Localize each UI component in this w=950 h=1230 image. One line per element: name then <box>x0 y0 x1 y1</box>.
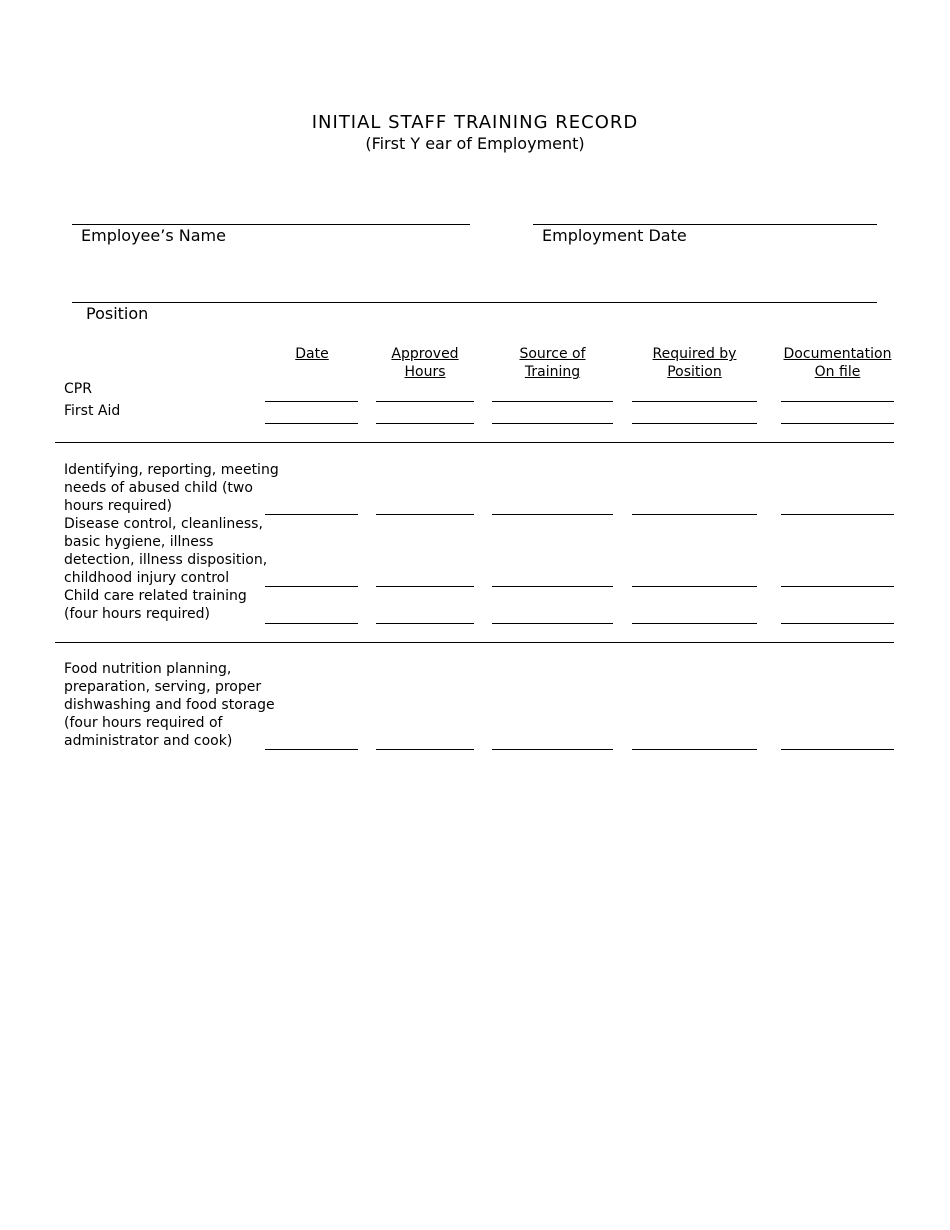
blank-documentation-on-file-row-0[interactable] <box>781 401 894 402</box>
column-header-line: Hours <box>404 364 446 380</box>
row-label-line: preparation, serving, proper <box>64 679 262 695</box>
row-label-line: (four hours required of <box>64 715 223 731</box>
column-header-required-by-position <box>632 345 757 381</box>
blank-required-by-position-row-2[interactable] <box>632 514 757 515</box>
column-header-date <box>266 345 358 363</box>
blank-source-of-training-row-5[interactable] <box>492 749 613 750</box>
blank-approved-hours-row-2[interactable] <box>376 514 474 515</box>
row-label-line: needs of abused child (two <box>64 480 253 496</box>
row-label-line: basic hygiene, illness <box>64 534 214 550</box>
row-label-disease-control <box>64 515 267 587</box>
blank-approved-hours-row-1[interactable] <box>376 423 474 424</box>
row-label-line: Food nutrition planning, <box>64 661 232 677</box>
blank-documentation-on-file-row-1[interactable] <box>781 423 894 424</box>
row-label-line: CPR <box>64 381 92 397</box>
document-title: INITIAL STAFF TRAINING RECORD <box>311 112 639 133</box>
row-label-food-nutrition <box>64 660 275 750</box>
row-label-line: First Aid <box>64 403 121 419</box>
column-header-line: Source of <box>519 346 586 362</box>
row-label-line: administrator and cook) <box>64 733 233 749</box>
row-label-line: dishwashing and food storage <box>64 697 275 713</box>
section-divider <box>55 642 894 643</box>
blank-required-by-position-row-3[interactable] <box>632 586 757 587</box>
row-label-line: Child care related training <box>64 588 247 604</box>
column-header-line: Training <box>524 364 581 380</box>
row-label-line: childhood injury control <box>64 570 230 586</box>
blank-documentation-on-file-row-3[interactable] <box>781 586 894 587</box>
blank-source-of-training-row-1[interactable] <box>492 423 613 424</box>
employee-name-line[interactable] <box>72 224 470 225</box>
column-header-line: Date <box>295 346 329 362</box>
column-header-line: On file <box>814 364 861 380</box>
column-header-line: Approved <box>391 346 459 362</box>
blank-date-row-1[interactable] <box>265 423 358 424</box>
column-header-approved-hours <box>376 345 474 381</box>
row-label-line: Identifying, reporting, meeting <box>64 462 279 478</box>
blank-approved-hours-row-5[interactable] <box>376 749 474 750</box>
blank-date-row-4[interactable] <box>265 623 358 624</box>
row-label-first-aid <box>64 402 120 420</box>
blank-date-row-2[interactable] <box>265 514 358 515</box>
position-line[interactable] <box>72 302 877 303</box>
blank-date-row-0[interactable] <box>265 401 358 402</box>
blank-documentation-on-file-row-5[interactable] <box>781 749 894 750</box>
blank-required-by-position-row-0[interactable] <box>632 401 757 402</box>
column-header-line: Required by <box>652 346 737 362</box>
row-label-line: hours required) <box>64 498 172 514</box>
blank-source-of-training-row-2[interactable] <box>492 514 613 515</box>
row-label-line: (four hours required) <box>64 606 210 622</box>
document-subtitle: (First Y ear of Employment) <box>365 134 585 153</box>
blank-source-of-training-row-0[interactable] <box>492 401 613 402</box>
employment-date-line[interactable] <box>533 224 877 225</box>
blank-documentation-on-file-row-4[interactable] <box>781 623 894 624</box>
blank-approved-hours-row-4[interactable] <box>376 623 474 624</box>
blank-source-of-training-row-4[interactable] <box>492 623 613 624</box>
row-label-line: Disease control, cleanliness, <box>64 516 263 532</box>
row-label-child-care <box>64 587 247 623</box>
blank-date-row-5[interactable] <box>265 749 358 750</box>
row-label-line: detection, illness disposition, <box>64 552 268 568</box>
column-header-line: Documentation <box>783 346 892 362</box>
blank-approved-hours-row-3[interactable] <box>376 586 474 587</box>
blank-approved-hours-row-0[interactable] <box>376 401 474 402</box>
column-header-line: Position <box>667 364 722 380</box>
blank-documentation-on-file-row-2[interactable] <box>781 514 894 515</box>
employment-date-label: Employment Date <box>542 226 687 245</box>
blank-source-of-training-row-3[interactable] <box>492 586 613 587</box>
blank-required-by-position-row-1[interactable] <box>632 423 757 424</box>
employee-name-label: Employee’s Name <box>81 226 226 245</box>
blank-required-by-position-row-4[interactable] <box>632 623 757 624</box>
row-label-cpr <box>64 380 92 398</box>
section-divider <box>55 442 894 443</box>
blank-required-by-position-row-5[interactable] <box>632 749 757 750</box>
column-header-source-of-training <box>492 345 613 381</box>
position-label: Position <box>86 304 149 323</box>
row-label-abused-child <box>64 461 279 515</box>
column-header-documentation-on-file <box>781 345 894 381</box>
blank-date-row-3[interactable] <box>265 586 358 587</box>
